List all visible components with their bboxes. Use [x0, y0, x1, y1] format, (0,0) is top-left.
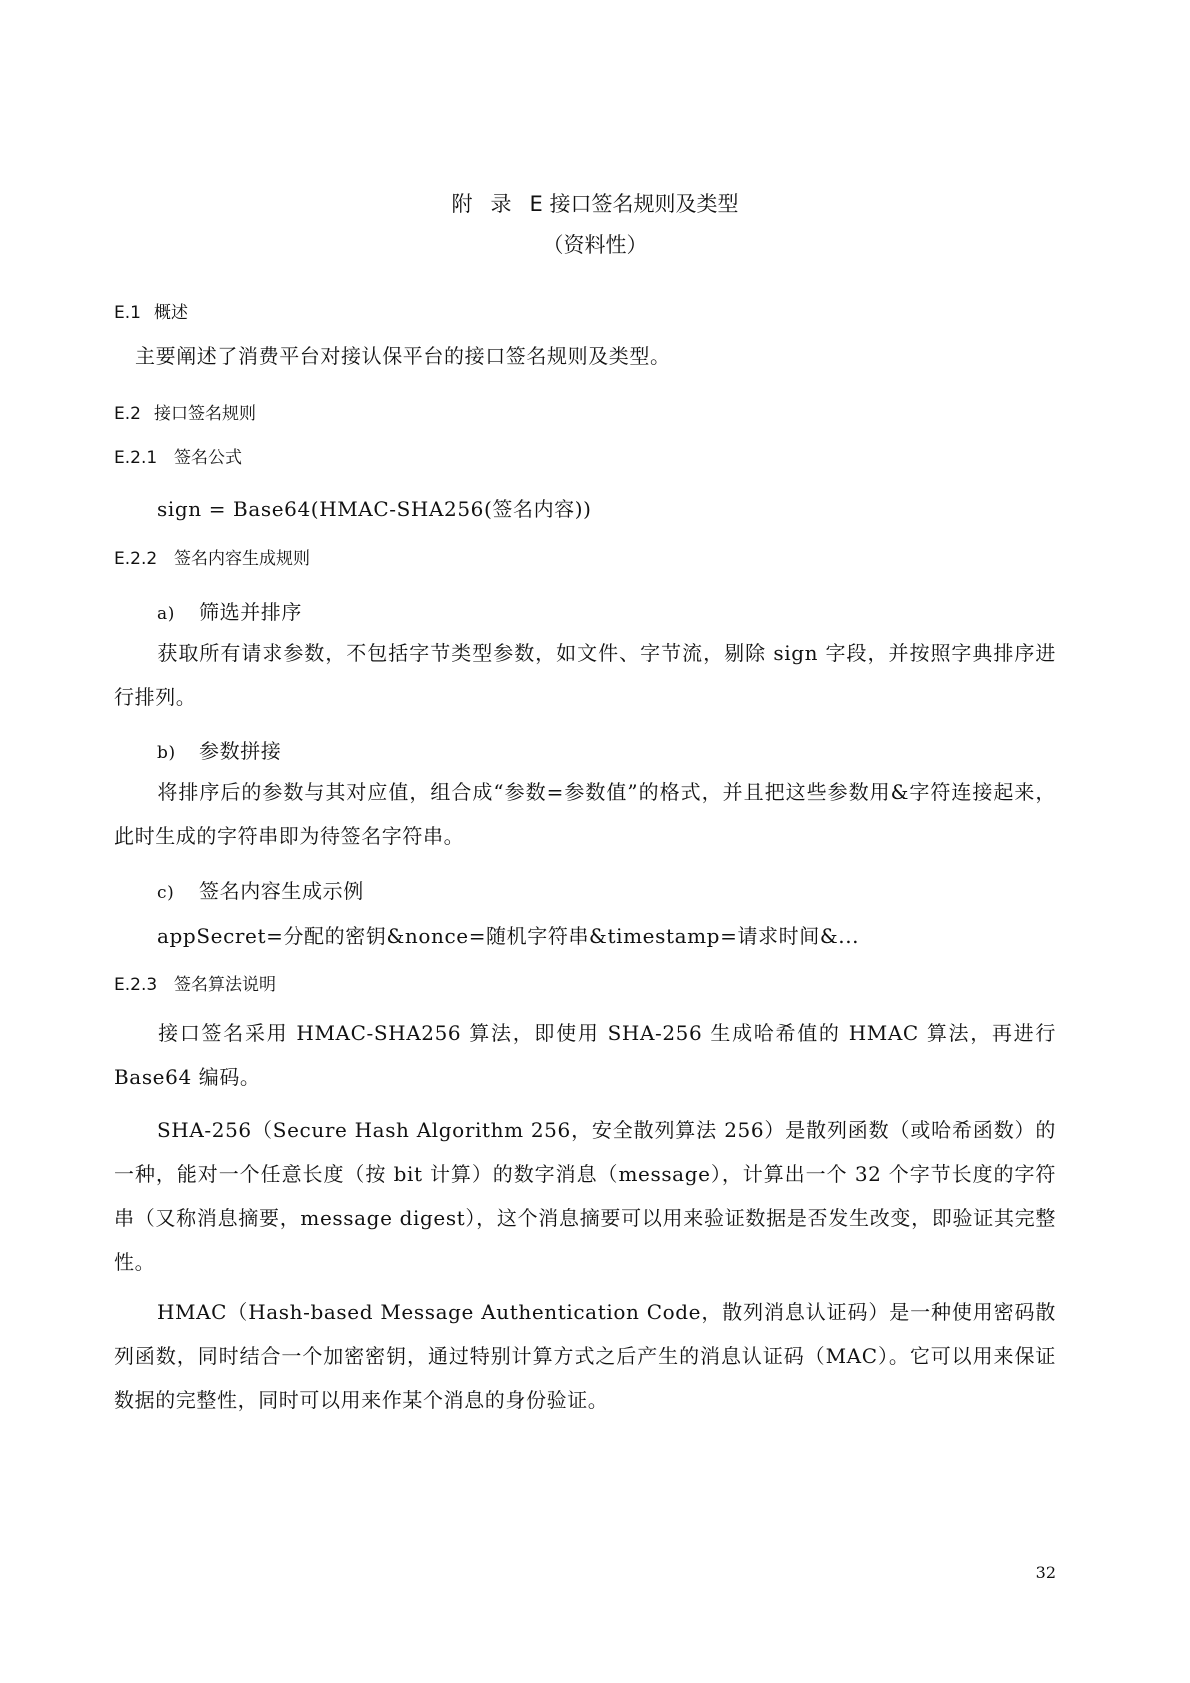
appendix-title: [0, 188, 1190, 218]
heading-e23-title: 签名算法说明: [174, 975, 276, 995]
list-item-c-title: 签名内容生成示例: [199, 879, 364, 903]
list-item-b-text-content: 将排序后的参数与其对应值，组合成“参数=参数值”的格式，并且把这些参数用&字符连接起来，此时生成的字符串即为待签名字符串。: [114, 780, 1056, 848]
e1-body-text: 主要阐述了消费平台对接认保平台的接口签名规则及类型。: [135, 344, 671, 368]
e23-paragraph-3-text: HMAC（Hash-based Message Authentication Code，散列消息认证码）是一种使用密码散列函数，同时结合一个加密密钥，通过特别计算方式之后产生的消息认证码（MAC）。它可以用来保证数据的完整性，同时可以用来作某个消息的身份验证。: [114, 1300, 1056, 1412]
heading-e21: [114, 443, 242, 468]
heading-e22: [114, 544, 310, 569]
appendix-title-part2: 录: [490, 192, 512, 216]
e23-paragraph-3: [114, 1290, 1056, 1422]
list-item-a-text-content: 获取所有请求参数，不包括字节类型参数，如文件、字节流，剔除 sign 字段，并按照字典排序进行排列。: [114, 641, 1056, 709]
list-item-b: [157, 735, 281, 764]
appendix-title-part3: E 接口签名规则及类型: [529, 192, 739, 216]
signature-formula: sign = Base64(HMAC-SHA256(签名内容)): [157, 497, 592, 521]
heading-e2-title: 接口签名规则: [154, 404, 256, 424]
heading-e21-title: 签名公式: [174, 448, 242, 468]
e23-paragraph-1-text: 接口签名采用 HMAC-SHA256 算法，即使用 SHA-256 生成哈希值的 HMAC 算法，再进行 Base64 编码。: [114, 1021, 1056, 1089]
heading-e1-title: 概述: [154, 303, 188, 323]
page-number: 32: [1035, 1563, 1056, 1582]
list-item-a-text: [114, 631, 1056, 719]
heading-e1-number: E.1: [114, 303, 141, 323]
list-item-a-label: a): [157, 604, 175, 624]
e23-paragraph-2-text: SHA-256（Secure Hash Algorithm 256，安全散列算法 256）是散列函数（或哈希函数）的一种，能对一个任意长度（按 bit 计算）的数字消息（message），计算出一个 32 个字节长度的字符串（又称消息摘要，message digest），这个消息摘要可以用来验证数据是否发生改变，即验证其完整性。: [114, 1118, 1056, 1274]
heading-e2: [114, 399, 256, 424]
list-item-b-text: [114, 770, 1056, 858]
e23-paragraph-1: [114, 1011, 1056, 1099]
signature-content-example: appSecret=分配的密钥&nonce=随机字符串&timestamp=请求时间&...: [157, 924, 860, 948]
list-item-c: [157, 875, 364, 904]
appendix-title-part1: 附: [451, 192, 473, 216]
heading-e23: [114, 970, 276, 995]
list-item-a: [157, 596, 302, 625]
list-item-b-label: b): [157, 743, 176, 763]
appendix-subtitle: （资料性）: [542, 233, 648, 257]
heading-e21-number: E.2.1: [114, 448, 158, 468]
heading-e22-number: E.2.2: [114, 549, 158, 569]
list-item-a-title: 筛选并排序: [199, 600, 302, 624]
list-item-b-title: 参数拼接: [199, 739, 282, 763]
heading-e1: [114, 298, 188, 323]
e23-paragraph-2: [114, 1108, 1056, 1284]
heading-e23-number: E.2.3: [114, 975, 158, 995]
heading-e2-number: E.2: [114, 404, 141, 424]
list-item-c-label: c): [157, 883, 175, 903]
heading-e22-title: 签名内容生成规则: [174, 549, 310, 569]
